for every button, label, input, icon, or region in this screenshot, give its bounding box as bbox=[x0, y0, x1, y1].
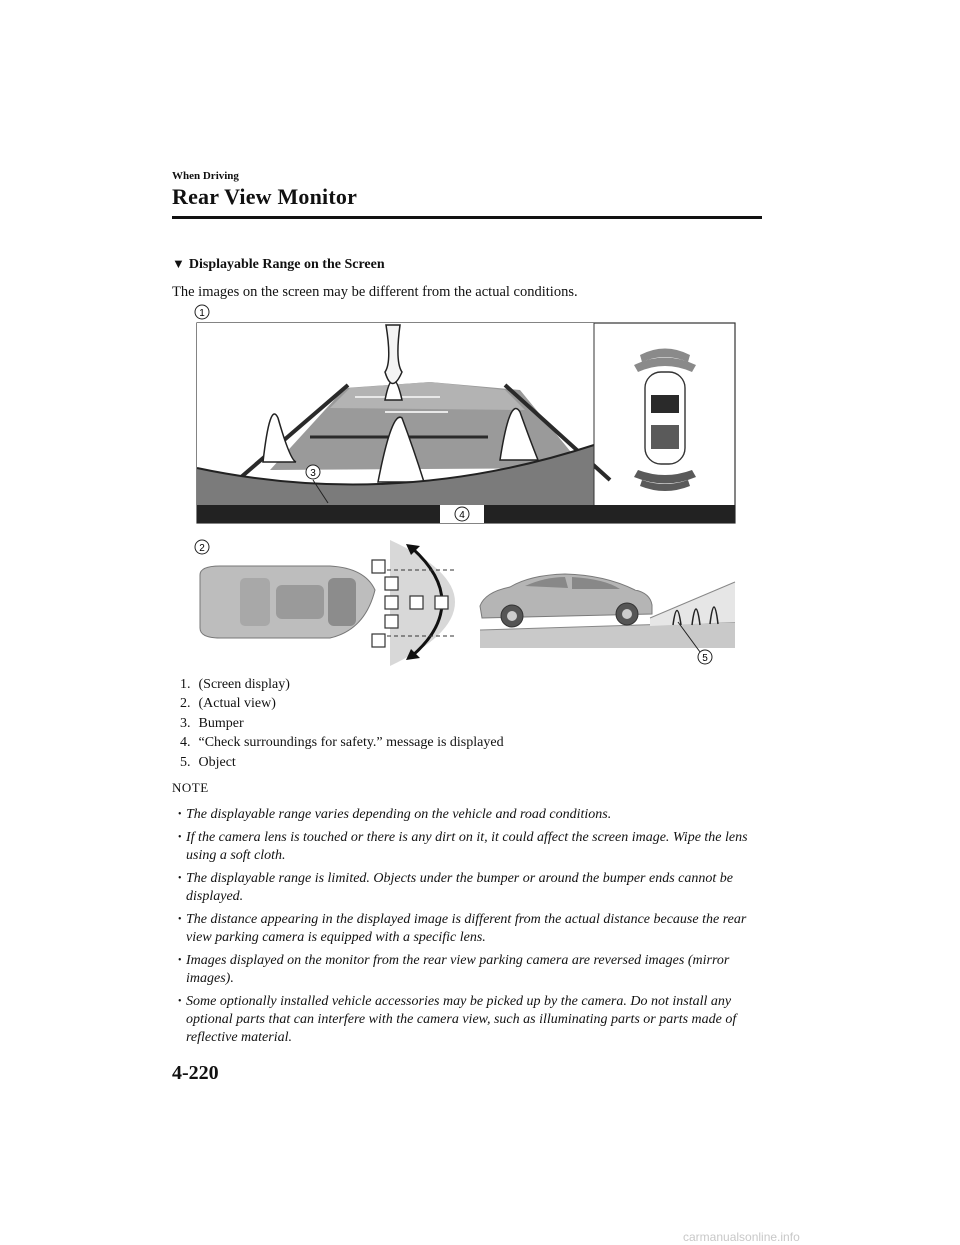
legend-item: 5. Object bbox=[180, 754, 236, 770]
note-item: • The distance appearing in the displayed image is different from the actual distance because the rear view parking camera is equipped with a specific lens. bbox=[178, 912, 747, 945]
callout-4 bbox=[455, 507, 469, 521]
bullet-icon: • bbox=[178, 809, 182, 820]
svg-text:5: 5 bbox=[702, 653, 708, 664]
legend-item: 1. (Screen display) bbox=[180, 677, 290, 692]
camera-view bbox=[197, 323, 610, 505]
page-number: 4-220 bbox=[172, 1062, 219, 1084]
note-item: • The displayable range varies depending on the vehicle and road conditions. bbox=[178, 807, 612, 822]
intro-text: The images on the screen may be different from the actual conditions. bbox=[172, 284, 578, 300]
actual-view-side bbox=[480, 574, 735, 664]
callout-5 bbox=[698, 650, 712, 664]
svg-text:3: 3 bbox=[310, 468, 316, 479]
bullet-icon: • bbox=[178, 832, 182, 843]
triangle-marker-icon: ▼ bbox=[172, 256, 185, 271]
note-item: • The displayable range is limited. Objects under the bumper or around the bumper ends cannot be displayed. bbox=[178, 871, 733, 904]
note-heading: NOTE bbox=[172, 780, 209, 795]
screen-display bbox=[197, 323, 735, 523]
bullet-icon: • bbox=[178, 996, 182, 1007]
subheading-text: Displayable Range on the Screen bbox=[188, 257, 385, 272]
title-rule bbox=[172, 216, 762, 219]
note-item: • If the camera lens is touched or there is any dirt on it, it could affect the screen image. Wipe the lens using a soft cloth. bbox=[178, 830, 748, 863]
svg-text:4: 4 bbox=[459, 510, 465, 521]
bullet-icon: • bbox=[178, 873, 182, 884]
svg-text:1: 1 bbox=[199, 308, 205, 319]
bullet-icon: • bbox=[178, 955, 182, 966]
legend-item: 3. Bumper bbox=[180, 715, 244, 731]
callout-2 bbox=[195, 540, 209, 554]
note-item: • Some optionally installed vehicle accessories may be picked up by the camera. Do not install any optional parts that can interfere with the camera view, such as illuminating parts or parts made of reflective material. bbox=[178, 994, 737, 1045]
bullet-icon: • bbox=[178, 914, 182, 925]
svg-text:2: 2 bbox=[199, 543, 205, 554]
subheading bbox=[172, 256, 385, 273]
actual-view-top bbox=[200, 540, 455, 666]
watermark: carmanualsonline.info bbox=[683, 1230, 800, 1244]
note-item: • Images displayed on the monitor from the rear view parking camera are reversed images (mirror images). bbox=[178, 953, 730, 986]
rear-view-illustration bbox=[180, 300, 750, 670]
callout-1 bbox=[195, 305, 209, 319]
legend-item: 2. (Actual view) bbox=[180, 696, 276, 712]
legend-item: 4. “Check surroundings for safety.” message is displayed bbox=[180, 735, 504, 751]
page-title: Rear View Monitor bbox=[172, 184, 358, 209]
note-list bbox=[180, 806, 760, 1052]
section-tag: When Driving bbox=[172, 170, 239, 182]
figure-legend bbox=[180, 675, 504, 772]
